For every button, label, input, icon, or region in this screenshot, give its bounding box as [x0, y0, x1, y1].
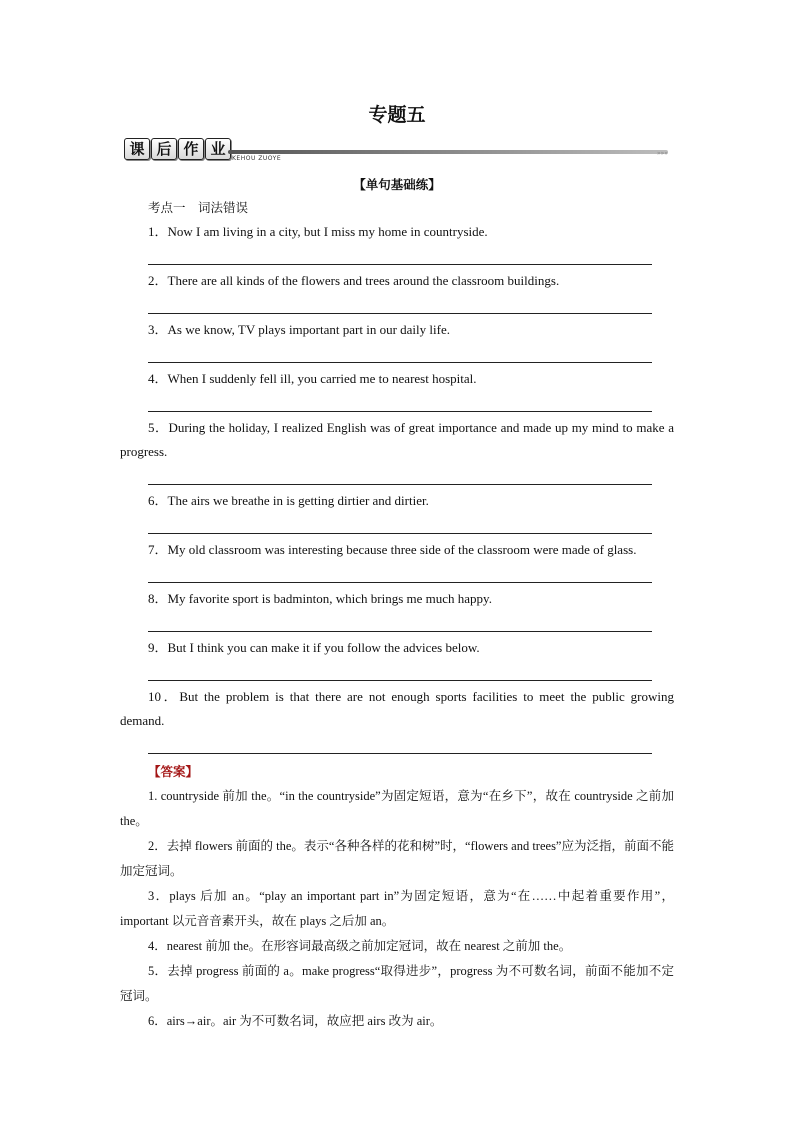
question-item: 9．But I think you can make it if you follow the advices below. [148, 640, 480, 655]
answer-line[interactable] [148, 513, 652, 534]
answer-line[interactable] [148, 391, 652, 412]
banner-char: 业 [205, 138, 231, 160]
banner-char: 后 [151, 138, 177, 160]
homework-banner [124, 138, 670, 162]
banner-arrows: »»» [656, 150, 668, 157]
question-item: 7．My old classroom was interesting because three side of the classroom were made of glass. [148, 542, 637, 557]
page-title: 专题五 [368, 104, 426, 126]
answer-line[interactable] [148, 464, 652, 485]
answer-item: 6．airs→air。air 为不可数名词，故应把 airs 改为 air。 [148, 1014, 443, 1028]
banner-chars [124, 138, 231, 160]
answer-item: 1. countryside 前加 the。“in the countryside”为固定短语，意为“在乡下”，故在 countryside 之前加 the。 [120, 789, 674, 828]
answer-label: 【答案】 [148, 764, 199, 779]
question-item: 10．But the problem is that there are not enough sports facilities to meet the public growing demand. [120, 689, 674, 728]
question-item: 8．My favorite sport is badminton, which brings me much happy. [148, 591, 492, 606]
answer-item: 2．去掉 flowers 前面的 the。表示“各种各样的花和树”时，“flowers and trees”应为泛指，前面不能加定冠词。 [120, 839, 674, 878]
answer-line[interactable] [148, 562, 652, 583]
answer-item: 5．去掉 progress 前面的 a。make progress“取得进步”，progress 为不可数名词，前面不能加不定冠词。 [120, 964, 674, 1003]
answer-line[interactable] [148, 342, 652, 363]
answer-line[interactable] [148, 733, 652, 754]
question-item: 1．Now I am living in a city, but I miss my home in countryside. [148, 224, 488, 239]
question-item: 2．There are all kinds of the flowers and trees around the classroom buildings. [148, 273, 560, 288]
topic-heading: 考点一 词法错误 [148, 200, 249, 215]
answer-line[interactable] [148, 293, 652, 314]
banner-pinyin: KEHOU ZUOYE [232, 155, 282, 162]
answer-line[interactable] [148, 660, 652, 681]
banner-bar [228, 150, 668, 154]
answer-item: 4．nearest 前加 the。在形容词最高级之前加定冠词，故在 nearest 之前加 the。 [148, 939, 572, 953]
answer-item: 3．plays 后加 an。“play an important part in”为固定短语，意为“在……中起着重要作用”，important 以元音音素开头，故在 plays 之后加 an。 [120, 889, 674, 928]
question-item: 5．During the holiday, I realized English was of great importance and made up my mind to make a progress. [120, 420, 674, 459]
question-item: 6．The airs we breathe in is getting dirtier and dirtier. [148, 493, 429, 508]
answer-line[interactable] [148, 244, 652, 265]
exercise-content [120, 196, 674, 1034]
answer-line[interactable] [148, 611, 652, 632]
banner-char: 作 [178, 138, 204, 160]
section-title: 【单句基础练】 [353, 177, 441, 192]
question-item: 4．When I suddenly fell ill, you carried me to nearest hospital. [148, 371, 477, 386]
banner-char: 课 [124, 138, 150, 160]
question-item: 3．As we know, TV plays important part in our daily life. [148, 322, 450, 337]
